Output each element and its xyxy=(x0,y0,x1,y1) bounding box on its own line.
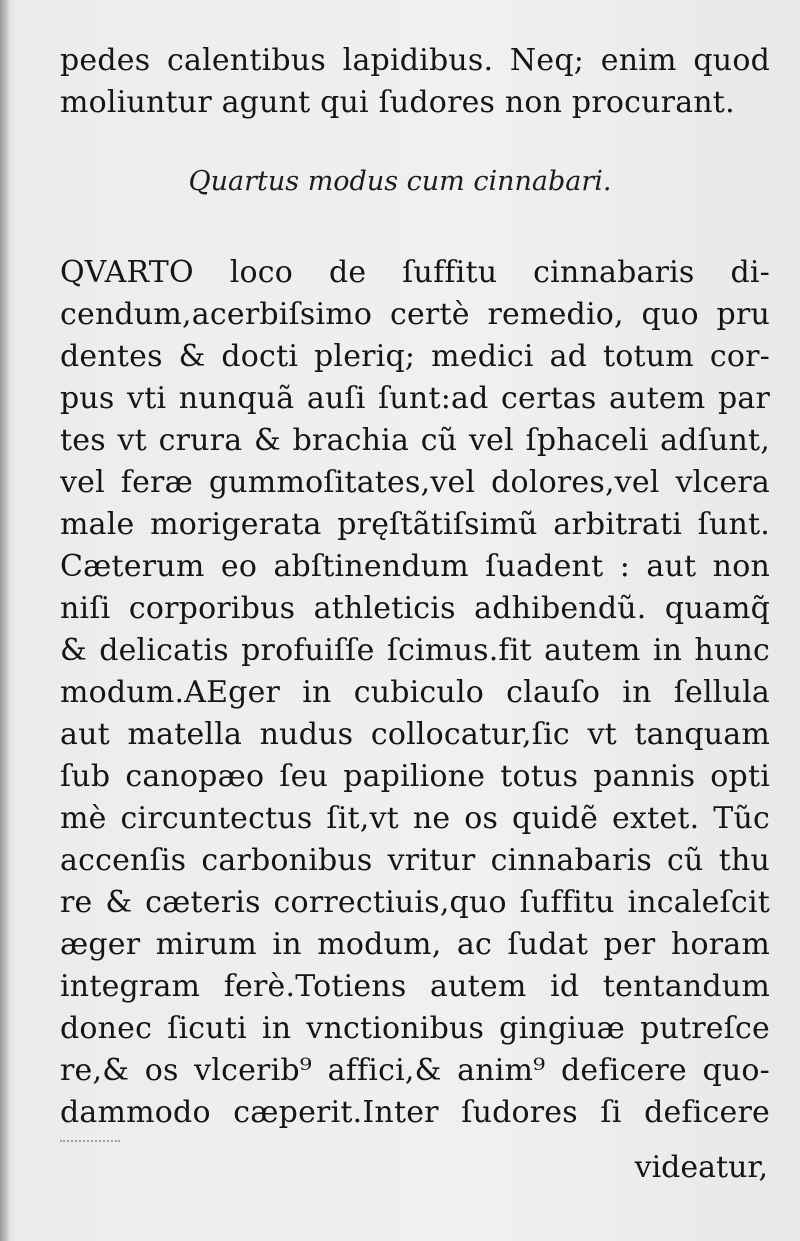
top-text-block xyxy=(60,40,770,124)
body-line-20: re,& os vlcerib⁹ affici,& anim⁹ deficere quo- xyxy=(60,1053,770,1088)
text-line-1: pedes calentibus lapidibus. Neq; enim quod xyxy=(60,43,770,78)
catchword: videatur, xyxy=(634,1150,768,1185)
body-line-10: & delicatis profuiſſe ſcimus.fit autem in hunc xyxy=(60,633,770,668)
body-line-11: modum.AEger in cubiculo clauſo in ſellula xyxy=(60,675,770,710)
body-line-1: QVARTO loco de ſuffitu cinnabaris di- xyxy=(60,255,770,290)
body-line-2: cendum,acerbiſsimo certè remedio, quo pru xyxy=(60,297,770,332)
body-text-block xyxy=(60,252,770,1132)
ink-specks xyxy=(60,1140,120,1142)
body-line-13: ſub canopæo ſeu papilione totus pannis opti xyxy=(60,759,770,794)
body-line-12: aut matella nudus collocatur,ſic vt tanquam xyxy=(60,717,770,752)
body-line-17: æger mirum in modum, ac ſudat per horam xyxy=(60,927,770,962)
body-line-7: male morigerata pręſtãtiſsimũ arbitrati ſunt. xyxy=(60,507,770,542)
body-line-5: tes vt crura & brachia cũ vel ſphaceli adſunt, xyxy=(60,423,770,458)
body-line-6: vel feræ gummoſitates,vel dolores,vel vlcera xyxy=(60,465,770,500)
body-line-4: pus vti nunquã auſi ſunt:ad certas autem par xyxy=(60,381,770,416)
body-line-16: re & cæteris correctiuis,quo ſuffitu incaleſcit xyxy=(60,885,770,920)
body-line-14: mè circuntectus ſit,vt ne os quidẽ extet. Tũc xyxy=(60,801,770,836)
body-line-8: Cæterum eo abſtinendum ſuadent : aut non xyxy=(60,549,770,584)
body-line-21: dammodo cæperit.Inter ſudores ſi deficere xyxy=(60,1095,770,1130)
text-line-2: moliuntur agunt qui ſudores non procurant. xyxy=(60,85,735,120)
section-heading: Quartus modus cum cinnabari. xyxy=(188,166,612,197)
body-line-3: dentes & docti pleriq; medici ad totum cor- xyxy=(60,339,770,374)
body-line-9: niſi corporibus athleticis adhibendũ. quamq̃ xyxy=(60,591,770,626)
body-line-19: donec ſicuti in vnctionibus gingiuæ putreſce xyxy=(60,1011,770,1046)
body-line-18: integram ferè.Totiens autem id tentandum xyxy=(60,969,770,1004)
body-line-15: accenſis carbonibus vritur cinnabaris cũ thu xyxy=(60,843,770,878)
